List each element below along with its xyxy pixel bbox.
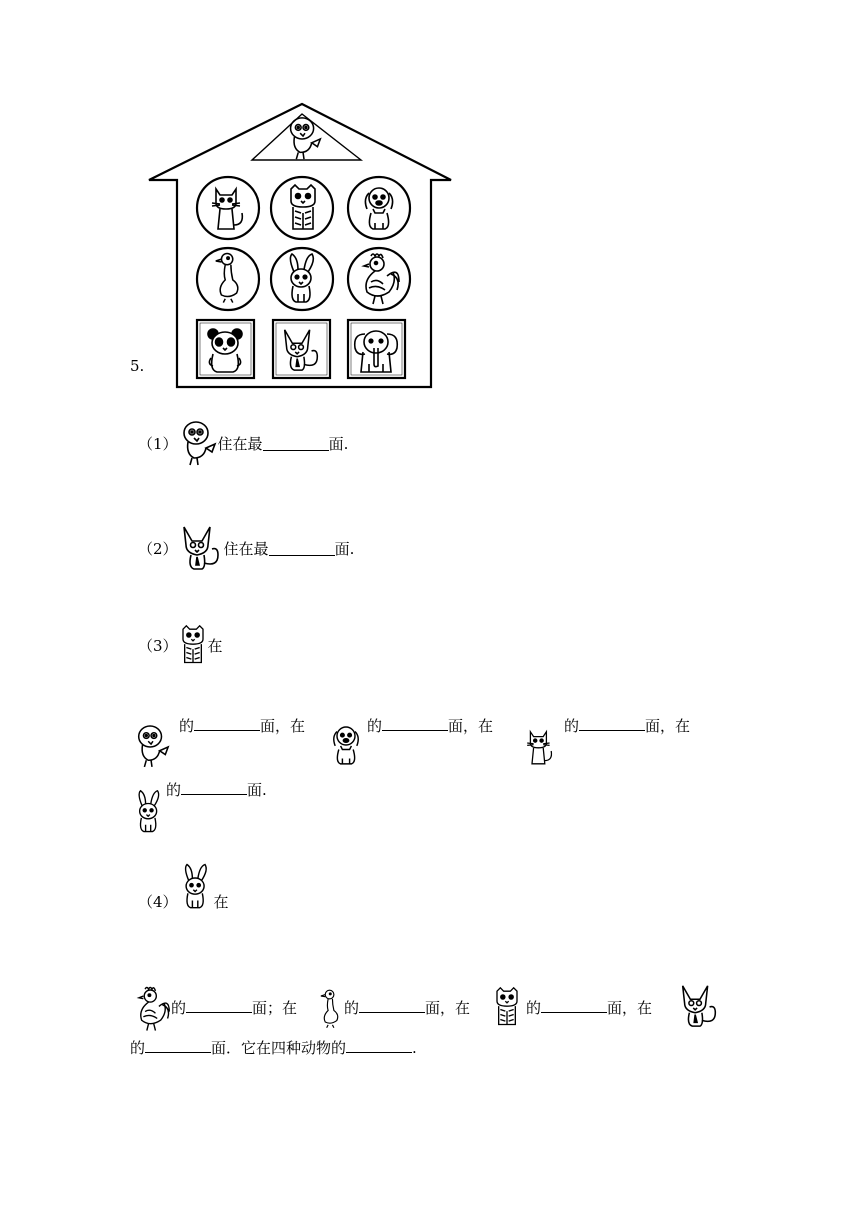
fox-icon [285, 330, 318, 370]
q4-line2: 的 面．它在四种动物的 . [130, 1039, 417, 1057]
tiger-icon [492, 984, 522, 1030]
question-index: （3） [138, 636, 178, 655]
rooster-icon [364, 254, 399, 304]
goose-icon [318, 984, 344, 1034]
question-4: （4） 在 [138, 860, 229, 914]
answer-blank[interactable] [269, 541, 335, 556]
question-3: （3） 在 [138, 620, 223, 670]
q4-line1-part2: 的 面，在 [344, 999, 471, 1017]
question-index: （2） [138, 539, 178, 558]
q3-line1-part3: 的 面，在 [564, 717, 691, 735]
answer-blank[interactable] [359, 998, 425, 1013]
question-index: （1） [138, 434, 178, 453]
q3-line1-part1: 的 面，在 [179, 717, 306, 735]
answer-blank[interactable] [194, 716, 260, 731]
answer-blank[interactable] [145, 1038, 211, 1053]
fox-icon [178, 521, 224, 575]
answer-blank[interactable] [382, 716, 448, 731]
problem-number: 5. [130, 357, 145, 375]
goose-icon [216, 253, 238, 302]
q3-line2: 的 面. [166, 781, 267, 799]
elephant-icon [355, 331, 398, 372]
rabbit-icon [290, 254, 313, 302]
question-index: （4） [138, 892, 178, 911]
q4-line1-part1: 的 面；在 [171, 999, 298, 1017]
cat-icon [524, 722, 556, 772]
q3-line1-part2: 的 面，在 [367, 717, 494, 735]
bird-icon [178, 416, 218, 470]
house-figure [145, 98, 455, 393]
answer-blank[interactable] [579, 716, 645, 731]
rabbit-icon [132, 786, 166, 838]
bird-icon [133, 720, 171, 772]
cat-icon [212, 189, 242, 229]
panda-icon [208, 329, 242, 372]
answer-blank[interactable] [263, 436, 329, 451]
answer-blank[interactable] [186, 998, 252, 1013]
tiger-icon [291, 185, 315, 229]
fox-icon [676, 982, 722, 1030]
tiger-icon [178, 621, 208, 669]
dog-icon [365, 188, 392, 229]
answer-blank[interactable] [346, 1038, 412, 1053]
question-2: （2） 住在最 面. [138, 520, 354, 576]
dog-icon [328, 718, 364, 772]
answer-blank[interactable] [181, 780, 247, 795]
q4-line1-part3: 的 面，在 [526, 999, 653, 1017]
question-1: （1） 住在最 面. [138, 415, 348, 471]
answer-blank[interactable] [541, 998, 607, 1013]
rooster-icon [133, 984, 171, 1034]
rabbit-icon [178, 861, 214, 913]
